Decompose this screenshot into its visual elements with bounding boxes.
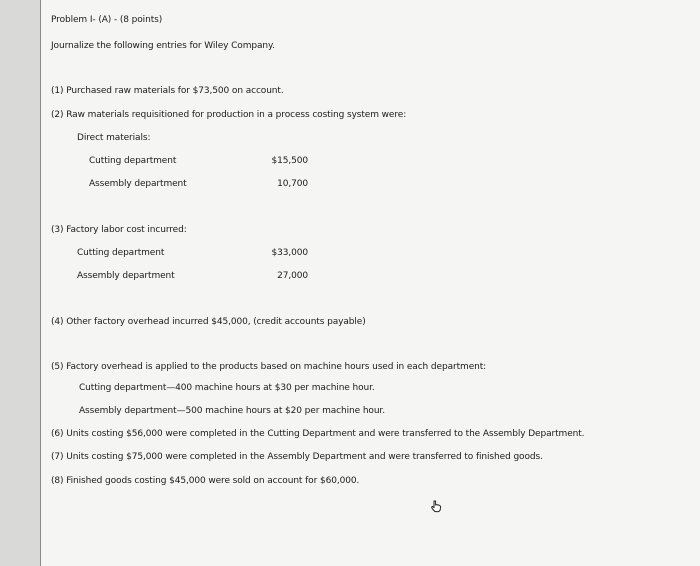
item-5-line: Cutting department—400 machine hours at $30 per machine hour.	[79, 383, 375, 393]
problem-title: Problem I- (A) - (8 points)	[51, 15, 163, 25]
item-3-row-label: Assembly department	[77, 271, 175, 281]
item-2-row-amount: $15,500	[271, 156, 308, 166]
item-5: (5) Factory overhead is applied to the products based on machine hours used in each department:	[51, 362, 487, 372]
item-2-row-label: Cutting department	[89, 156, 177, 166]
hand-pointer-icon	[429, 499, 443, 513]
item-5-line: Assembly department—500 machine hours at $20 per machine hour.	[79, 406, 385, 416]
item-2-row-amount: 10,700	[277, 179, 308, 189]
item-6: (6) Units costing $56,000 were completed in the Cutting Department and were transferred to the Assembly Department.	[51, 429, 585, 439]
problem-instruction: Journalize the following entries for Wiley Company.	[51, 41, 275, 51]
item-2-row-label: Assembly department	[89, 179, 187, 189]
item-2: (2) Raw materials requisitioned for production in a process costing system were:	[51, 110, 407, 120]
item-7: (7) Units costing $75,000 were completed in the Assembly Department and were transferred to finished goods.	[51, 452, 543, 462]
item-1: (1) Purchased raw materials for $73,500 on account.	[51, 86, 284, 96]
document-page	[40, 0, 700, 566]
item-3: (3) Factory labor cost incurred:	[51, 225, 187, 235]
item-3-row-label: Cutting department	[77, 248, 165, 258]
item-4: (4) Other factory overhead incurred $45,000, (credit accounts payable)	[51, 317, 366, 327]
item-8: (8) Finished goods costing $45,000 were sold on account for $60,000.	[51, 476, 360, 486]
item-2-subheading: Direct materials:	[77, 133, 151, 143]
item-3-row-amount: 27,000	[277, 271, 308, 281]
item-3-row-amount: $33,000	[271, 248, 308, 258]
